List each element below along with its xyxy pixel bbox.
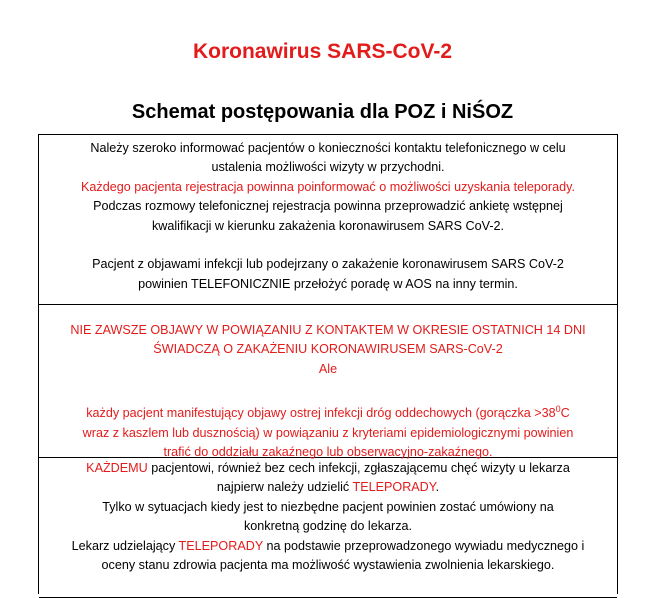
cell1-line: kwalifikacji w kierunku zakażenia koronawirusem SARS CoV-2. <box>151 218 505 233</box>
highlight-keyword: KAŻDEMU <box>86 461 148 475</box>
cell2-text: każdy pacjent manifestujący objawy ostrej infekcji dróg oddechowych (gorączka >38 <box>86 406 556 421</box>
cell2-line: NIE ZAWSZE OBJAWY W POWIĄZANIU Z KONTAKTEM W OKRESIE OSTATNICH 14 DNI <box>70 323 586 337</box>
spacer <box>39 236 617 255</box>
cell3-text: na podstawie przeprowadzonego wywiadu medycznego i <box>263 538 585 553</box>
procedure-cell-phone-contact <box>39 135 617 305</box>
cell2-text: C <box>560 406 570 421</box>
cell3-text: pacjentowi, również bez cech infekcji, zgłaszającemu chęć wizyty u lekarza <box>147 461 570 475</box>
degree-superscript: 0 <box>555 404 561 415</box>
cell3-text: . <box>435 480 440 495</box>
document-subtitle: Schemat postępowania dla POZ i NiŚOZ <box>131 101 514 123</box>
highlight-keyword: TELEPORADY <box>352 480 436 495</box>
cell1-line: Należy szeroko informować pacjentów o konieczności kontaktu telefonicznego w celu <box>90 141 566 155</box>
cell1-line: Pacjent z objawami infekcji lub podejrzany o zakażenie koronawirusem SARS CoV-2 <box>92 257 564 272</box>
cell3-line <box>39 537 617 556</box>
procedure-table <box>38 134 618 594</box>
cell1-line: ustalenia możliwości wizyty w przychodni. <box>211 160 445 175</box>
cell1-line-highlight: Każdego pacjenta rejestracja powinna poinformować o możliwości uzyskania teleporady. <box>81 179 575 194</box>
cell3-text: najpierw należy udzielić <box>216 480 353 495</box>
cell2-line: ŚWIADCZĄ O ZAKAŻENIU KORONAWIRUSEM SARS-CoV-2 <box>153 342 503 357</box>
cell3-line: Tylko w sytuacjach kiedy jest to niezbędne pacjent powinien zostać umówiony na <box>102 499 554 514</box>
cell2-line: Ale <box>318 361 338 376</box>
spacer <box>39 379 617 400</box>
cell3-text: Lekarz udzielający <box>71 538 179 553</box>
document-title: Koronawirus SARS-CoV-2 <box>192 40 453 63</box>
cell3-line: konkretną godzinę do lekarza. <box>243 519 413 534</box>
cell1-line: powinien TELEFONICZNIE przełożyć poradę w AOS na inny termin. <box>138 276 518 291</box>
cell2-line: wraz z kaszlem lub dusznością) w powiązaniu z kryteriami epidemiologicznymi powinien <box>82 425 574 440</box>
cell3-line <box>39 459 617 478</box>
procedure-cell-teleconsultation <box>39 458 617 598</box>
cell3-line: oceny stanu zdrowia pacjenta ma możliwość wystawienia zwolnienia lekarskiego. <box>101 558 555 573</box>
cell1-line: Podczas rozmowy telefonicznej rejestracja powinna przeprowadzić ankietę wstępnej <box>93 199 563 214</box>
cell2-line: trafić do oddziału zakaźnego lub obserwacyjno-zakaźnego. <box>163 445 493 460</box>
highlight-keyword: TELEPORADY <box>178 538 263 553</box>
cell2-line <box>39 400 617 424</box>
cell3-line <box>39 478 617 497</box>
procedure-cell-symptoms <box>39 305 617 458</box>
